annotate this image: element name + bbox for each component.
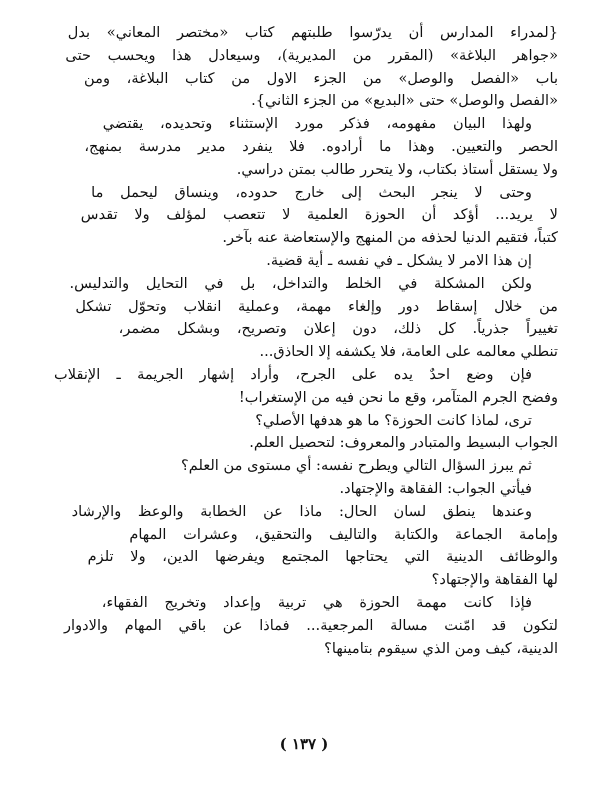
paragraph [54,478,558,501]
paragraph [54,501,558,592]
paragraph [54,250,558,273]
text-line: وحتى لا ينجر البحث إلى خارج حدوده، وينساق ليحمل ما [91,183,532,201]
text-line: باب «الفصل والوصل» من الجزء الاول من كتاب البلاغة، ومن [84,69,558,87]
paragraph [54,455,558,478]
paragraph [54,22,558,113]
text-line: {لمدراء المدارس أن يدرّسوا طلبتهم كتاب «مختصر المعاني» بدل [67,24,558,41]
text-line: والوظائف الدينية التي يحتاجها المجتمع ويفرضها الدين، ولا تلزم [87,548,558,566]
text-line: من خلال إسقاط دور وإلغاء مهمة، وعملية انقلاب وتحوّل تشكل [75,297,558,315]
text-line: وإمامة الجماعة والكتابة والتاليف والتحقيق، وعشرات المهام [129,525,558,543]
text-line: ثم يبرز السؤال التالي ويطرح نفسه: أي مستوى من العلم؟ [181,457,532,475]
text-line: تنطلي معالمه على العامة، فلا يكشفه إلا الحاذق... [259,343,558,361]
text-line: كتباً، فتقيم الدنيا لحذفه من المنهج والإستعاضة عنه بآخر. [222,229,558,247]
text-line: تغييراً جذرياً. كل ذلك، دون إعلان وتصريح، وبشكل مضمر، [118,320,558,338]
paragraph [54,273,558,364]
paragraph [54,182,558,250]
paragraph [54,432,558,455]
text-line: وعندها ينطق لسان الحال: ماذا عن الخطابة والوعظ والإرشاد [71,502,532,520]
paragraph [54,364,558,410]
text-line: وفضح الجرم المتآمر، وقع ما نحن فيه من الإستغراب! [238,388,558,406]
body-text [54,22,558,660]
text-line: الدينية، كيف ومن الذي سيقوم بتامينها؟ [324,639,558,657]
text-line: لها الفقاهة والإجتهاد؟ [431,571,558,589]
text-line: ولهذا البيان مفهومه، فذكر مورد الإستثناء وتحديده، يقتضي [102,115,532,133]
paragraph [54,113,558,181]
text-line: لتكون قد امّنت مسالة المرجعية... فماذا عن باقي المهام والادوار [63,616,558,634]
text-line: ترى، لماذا كانت الحوزة؟ ما هو هدفها الأصلي؟ [255,411,532,429]
text-line: فيأتي الجواب: الفقاهة والإجتهاد. [339,479,532,497]
text-line: «جواهر البلاغة» (المقرر من المديرية)، وسيعادل هذا ويحسب حتى [65,46,558,64]
text-line: ولكن المشكلة في الخلط والتداخل، بل في التحايل والتدليس. [69,274,532,292]
paragraph [54,592,558,660]
text-line: فإن وضع احدٌ يده على الجرح، وأراد إشهار الجريمة ـ الإنقلاب [54,365,532,383]
text-line: ولا يستقل أستاذ بكتاب، ولا يتحرر طالب بمتن دراسي. [236,160,558,178]
paragraph [54,410,558,433]
text-line: إن هذا الامر لا يشكل ـ في نفسه ـ أية قضية. [266,251,532,269]
text-line: فإذا كانت مهمة الحوزة هي تربية وإعداد وتخريج الفقهاء، [101,593,532,611]
text-line: «الفصل والوصل» حتى «البديع» من الجزء الثاني}. [251,92,558,110]
text-line: لا يريد... أؤكد أن الحوزة العلمية لا تتعصب لمؤلف ولا تقدس [80,206,558,224]
text-line: الجواب البسيط والمتبادر والمعروف: لتحصيل العلم. [249,434,558,452]
page-number: ( ١٣٧ ) [279,735,329,753]
text-line: الحصر والتعيين. وهذا ما أرادوه. فلا ينفرد مدير مدرسة بمنهج، [84,137,558,155]
